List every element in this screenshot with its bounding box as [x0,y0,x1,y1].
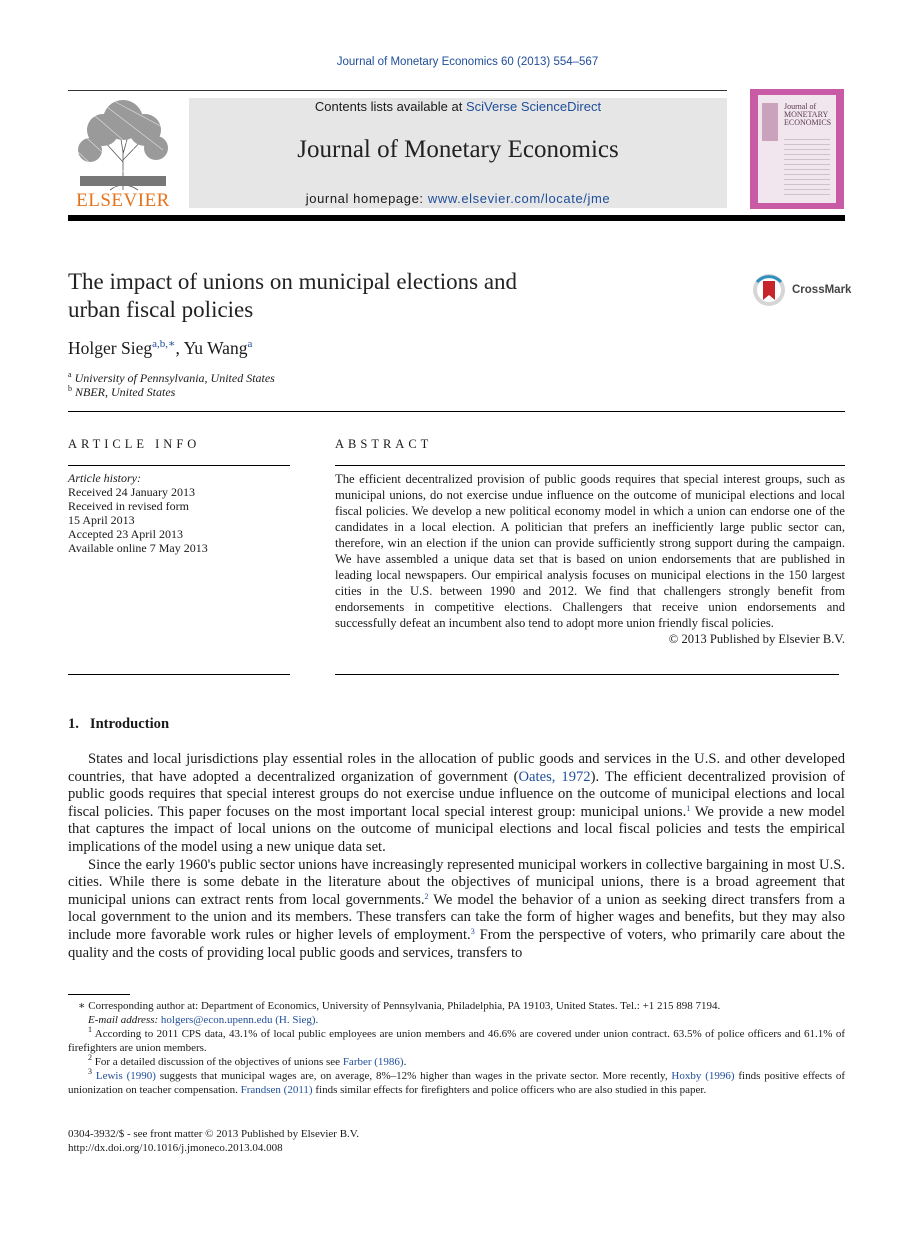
history-item: Received in revised form [68,499,189,513]
crossmark-label: CrossMark [792,284,852,296]
affiliation-a: $^a$ University of Pennsylvania, United States [68,370,275,385]
intro-body [68,751,845,962]
journal-title: Journal of Monetary Economics [297,136,619,163]
affiliations [68,371,275,399]
header-top-rule [68,90,727,91]
cover-title: Journal of MONETARY ECONOMICS [784,102,832,127]
history-item: 15 April 2013 [68,513,135,527]
contents-line [189,99,727,114]
footnote-ref[interactable]: 1 [686,803,691,813]
front-matter [68,1127,845,1155]
journal-header-box [189,98,727,208]
author-name: Yu Wang [183,338,248,358]
elsevier-logo [68,90,178,212]
history-item: Accepted 23 April 2013 [68,527,183,541]
abstract-paragraph: The efficient decentralized provision of public goods requires that special interest groups, such as municipal unions, do not exercise undue influence on the outcome of municipal elections and local fiscal policies. We develop a new political economy model in which a union can endorse one of the candidates in a local election. A politician that prefers an inefficiently large public sector can, therefore, win an election if the union can provide sufficiently strong support during the campaign. We have assembled a unique data set that is based on union endorsements that are published in leading local newspapers. Our empirical analysis focuses on municipal elections in the 150 largest cities in the U.S. between 1990 and 2012. We find that challengers strongly benefit from endorsements in competitive elections. Challengers that receive union endorsements and successfully defeat an incumbent also tend to adopt more union friendly fiscal policies. [335,472,845,630]
header-rule [68,215,845,221]
citation-link[interactable]: Frandsen (2011) [240,1084,313,1096]
footnote-ref[interactable]: 3 [470,926,475,936]
intro-paragraph-1: States and local jurisdictions play essential roles in the allocation of public goods and services in the U.S. and other developed countries, that have adopted a decentralized organization of government (Oates, 1972). The efficient decentralized provision of public goods requires that special interest groups do not exercise undue influence on the outcome of municipal elections and local fiscal policies. This paper focuses on the most important local special interest group: municipal unions.$^1$ We provide a new model that captures the impact of local unions on the outcome of municipal elections and local fiscal policies and tests the empirical implications of the model using a new unique data set. [68,751,845,855]
affiliation-rule [68,411,845,412]
crossmark-icon [752,272,788,308]
citation-link[interactable]: Farber (1986) [342,1056,404,1068]
citation-link[interactable]: Oates, 1972 [518,768,591,785]
article-info-rule [68,465,290,466]
footnote-3: $^3$ Lewis (1990) suggests that municipal wages are, on average, 8%–12% higher than wages in the private sector. More recently, Hoxby (1996) finds positive effects of unionization on teacher compensation. Frandsen (2011) finds similar effects for firefighters and police officers who are also studied in this paper. [68,1067,845,1096]
abstract-copyright: © 2013 Published by Elsevier B.V. [668,632,845,646]
author-name: Holger Sieg [68,338,153,358]
footnotes [68,999,845,1097]
article-info-heading: ARTICLE INFO [68,437,201,451]
author-line [68,338,252,359]
journal-cover-image [750,89,844,209]
publisher-name: ELSEVIER [76,190,170,211]
abstract-rule [335,465,845,466]
footnote-2: $^2$ For a detailed discussion of the objectives of unions see Farber (1986). [88,1053,407,1068]
crossmark-badge[interactable] [752,272,852,308]
intro-paragraph-2: Since the early 1960's public sector unions have increasingly represented municipal workers in collective bargaining in most U.S. cities. While there is some debate in the literature about the objectives of municipal unions, there is a broad agreement that municipal unions can extract rents from local governments.$^2$ We model the behavior of a union as seeking direct transfers from a local government to the union and its members. These transfers can take the form of higher wages and benefits, but they may also include more favorable work rules or higher levels of employment.$^3$ From the perspective of voters, who primarily care about the quality and the costs of providing local public goods and services, transfers to [68,856,845,961]
email-link[interactable]: holgers@econ.upenn.edu (H. Sieg). [160,1014,319,1026]
cover-contents-lines [784,139,830,195]
article-history [68,471,208,555]
running-head[interactable]: Journal of Monetary Economics 60 (2013) 554–567 [336,56,599,68]
issn-line: 0304-3932/$ - see front matter © 2013 Published by Elsevier B.V. [68,1128,360,1140]
footnote-email: E-mail address: holgers@econ.upenn.edu (H. Sieg). [88,1014,319,1026]
sciencedirect-link[interactable]: SciVerse ScienceDirect [465,99,602,114]
abstract-bottom-rule [335,674,839,675]
article-title: The impact of unions on municipal elections and urban fiscal policies [68,269,518,322]
history-item: Available online 7 May 2013 [68,541,208,555]
abstract-heading: ABSTRACT [335,437,433,451]
affiliation-b: $^b$ NBER, United States [68,384,176,399]
footnote-ref[interactable]: 2 [424,891,429,901]
footnote-corresponding: ∗ Corresponding author at: Department of Economics, University of Pennsylvania, Philadelphia, PA 19103, United States. Tel.: +1 215 898 7194. [78,1000,721,1012]
homepage-line [189,191,727,206]
footnote-1: $^1$ According to 2011 CPS data, 43.1% of local public employees are union members and 46.6% are covered under union contract. 63.5% of police officers and 61.1% of firefighters are union members. [68,1025,845,1054]
homepage-prefix: journal homepage: [305,191,428,206]
author-affiliation-marks[interactable]: a,b,∗ [152,338,176,350]
abstract-text [335,471,845,647]
citation-link[interactable]: Hoxby (1996) [671,1070,735,1082]
intro-heading: 1. Introduction [68,716,170,732]
citation-link[interactable]: Lewis (1990) [95,1070,156,1082]
history-item: Received 24 January 2013 [68,485,195,499]
homepage-link[interactable]: www.elsevier.com/locate/jme [427,191,611,206]
author-separator: , [175,338,184,358]
author-affiliation-marks[interactable]: a [247,338,253,350]
footnote-separator [68,994,130,995]
cover-spine-block [762,103,778,141]
contents-prefix: Contents lists available at [314,99,466,114]
article-info-bottom-rule [68,674,290,675]
cover-inner [758,95,836,203]
doi-line[interactable]: http://dx.doi.org/10.1016/j.jmoneco.2013.04.008 [68,1142,283,1154]
elsevier-tree-icon [68,90,178,194]
article-history-label: Article history: [68,471,141,485]
